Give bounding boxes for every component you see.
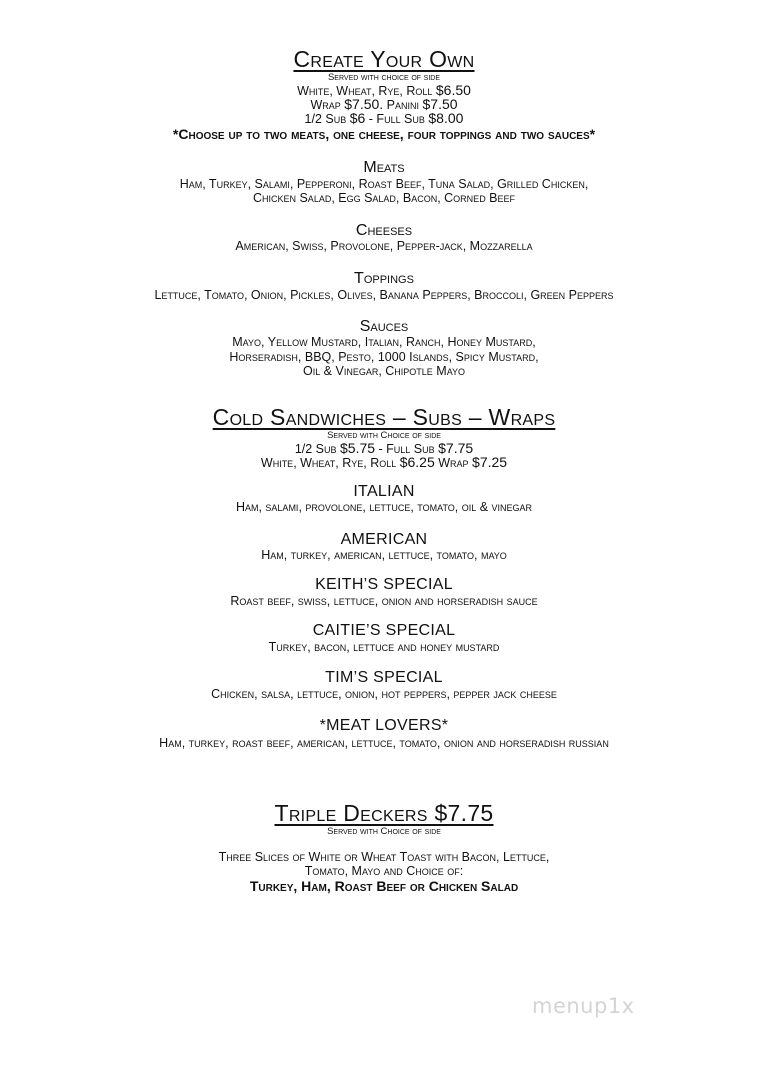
create-your-own-title: Create Your Own: [293, 46, 475, 72]
item-caities-special-desc: Turkey, bacon, lettuce and honey mustard: [268, 640, 500, 654]
item-tims-special-name: TIM’S SPECIAL: [325, 669, 443, 686]
create-sub-line: [0, 111, 768, 126]
meats-heading: Meats: [363, 159, 405, 176]
create-wrap-price: $7.50.: [344, 96, 384, 112]
create-panini-label: Panini: [386, 98, 420, 112]
item-keiths-special-name: KEITH’S SPECIAL: [315, 576, 453, 593]
meats-line-1: Ham, Turkey, Salami, Pepperoni, Roast Beef, Tuna Salad, Grilled Chicken,: [179, 177, 589, 191]
cheeses-heading: Cheeses: [355, 222, 413, 239]
create-panini-price: $7.50: [422, 96, 458, 112]
cold-served-note: Served with Choice of side: [327, 430, 441, 441]
triple-deckers-title: Triple Deckers $7.75: [274, 800, 494, 826]
cold-sub-line: [0, 441, 768, 456]
sauces-heading: Sauces: [359, 318, 409, 335]
item-meat-lovers-name: *MEAT LOVERS*: [319, 717, 449, 734]
meats-line-2: Chicken Salad, Egg Salad, Bacon, Corned Beef: [252, 191, 516, 205]
create-wrap-label: Wrap: [310, 98, 341, 112]
cold-half-price: $5.75: [340, 440, 376, 456]
item-italian-name: ITALIAN: [353, 483, 415, 500]
create-breads-label: White, Wheat, Rye, Roll: [297, 84, 433, 98]
item-italian-desc: Ham, salami, provolone, lettuce, tomato, oil & vinegar: [235, 500, 533, 514]
triple-served-note: Served with Choice of side: [327, 826, 441, 837]
create-rule: *Choose up to two meats, one cheese, four toppings and two sauces*: [172, 126, 596, 142]
item-tims-special-desc: Chicken, salsa, lettuce, onion, hot peppers, pepper jack cheese: [211, 687, 557, 701]
item-american-name: AMERICAN: [340, 531, 428, 548]
create-breads-price: $6.50: [435, 82, 471, 98]
cold-breads-line: [0, 455, 768, 470]
item-meat-lovers-desc: Ham, turkey, roast beef, american, lettuce, tomato, onion and horseradish russian: [159, 736, 609, 750]
sauces-line-1: Mayo, Yellow Mustard, Italian, Ranch, Honey Mustard,: [232, 335, 536, 349]
item-american-desc: Ham, turkey, american, lettuce, tomato, mayo: [261, 548, 507, 562]
toppings-line: Lettuce, Tomato, Onion, Pickles, Olives, Banana Peppers, Broccoli, Green Peppers: [154, 288, 614, 302]
triple-choices: Turkey, Ham, Roast Beef or Chicken Salad: [249, 878, 519, 894]
cold-breads-label: White, Wheat, Rye, Roll: [260, 456, 397, 470]
cold-full-label: - Full Sub: [378, 442, 435, 456]
create-served-note: Served with choice of side: [327, 72, 441, 83]
create-half-label: 1/2 Sub: [304, 112, 347, 126]
cold-wrap-price: $7.25: [472, 454, 508, 470]
toppings-heading: Toppings: [354, 270, 414, 287]
create-full-price: $8.00: [428, 110, 464, 126]
cold-sandwiches-title: Cold Sandwiches – Subs – Wraps: [212, 404, 556, 430]
cheeses-line: American, Swiss, Provolone, Pepper-jack, Mozzarella: [235, 239, 533, 253]
create-full-label: - Full Sub: [368, 112, 425, 126]
triple-line-2: Tomato, Mayo and Choice of:: [304, 864, 464, 878]
cold-wrap-label: Wrap: [438, 456, 469, 470]
sauces-line-3: Oil & Vinegar, Chipotle Mayo: [302, 364, 466, 378]
create-half-price: $6: [349, 110, 366, 126]
watermark-logo: menup1x: [532, 994, 635, 1018]
triple-line-1: Three Slices of White or Wheat Toast with Bacon, Lettuce,: [218, 850, 550, 864]
cold-breads-price: $6.25: [399, 454, 435, 470]
cold-full-price: $7.75: [438, 440, 474, 456]
cold-half-label: 1/2 Sub: [294, 442, 337, 456]
sauces-line-2: Horseradish, BBQ, Pesto, 1000 Islands, Spicy Mustard,: [229, 350, 539, 364]
item-keiths-special-desc: Roast beef, swiss, lettuce, onion and horseradish sauce: [230, 594, 538, 608]
create-breads-line: [0, 83, 768, 98]
item-caities-special-name: CAITIE’S SPECIAL: [312, 622, 456, 639]
create-wrap-panini-line: [0, 97, 768, 112]
